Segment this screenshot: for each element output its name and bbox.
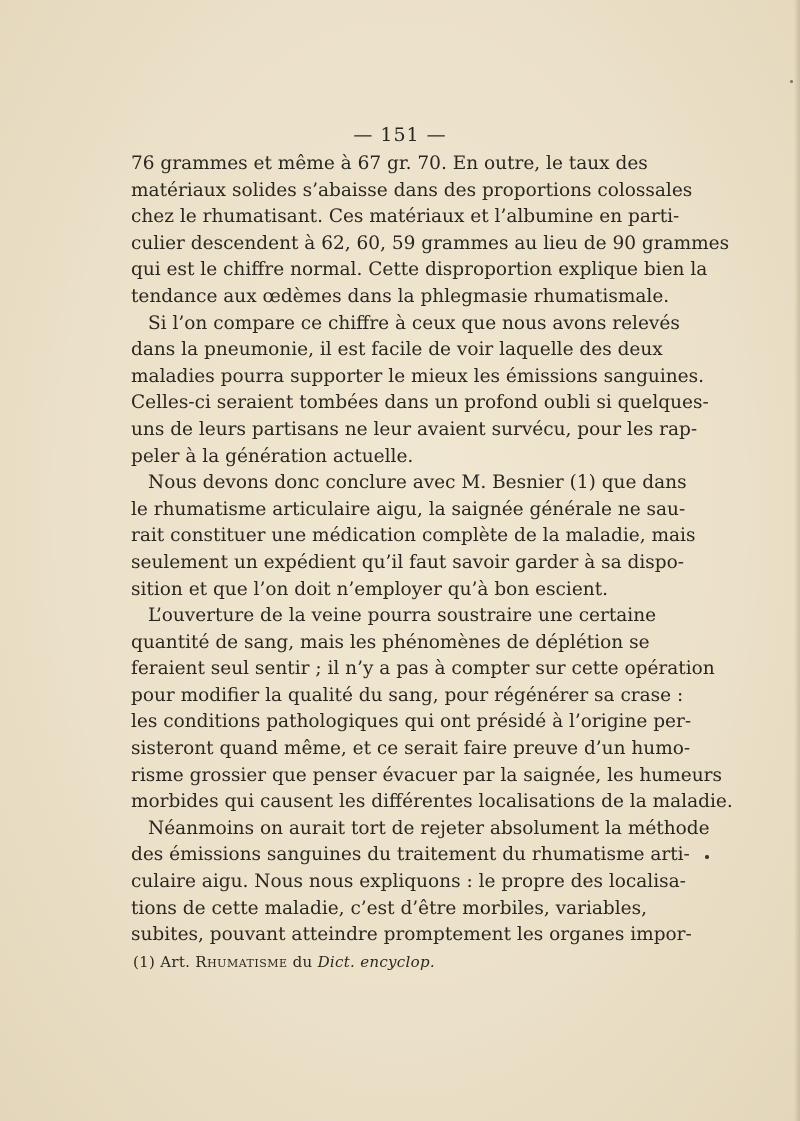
body-text	[131, 151, 733, 949]
footnote	[133, 953, 435, 971]
text-line: seulement un expédient qu’il faut savoir garder à sa dispo-	[131, 551, 685, 573]
text-line: uns de leurs partisans ne leur avaient survécu, pour les rap-	[131, 418, 698, 440]
text-line: des émissions sanguines du traitement du rhumatisme arti-	[131, 844, 690, 866]
text-line: 76 grammes et même à 67 gr. 70. En outre, le taux des	[131, 153, 648, 174]
footnote-middle: du	[292, 953, 313, 971]
text-line: pour modifier la qualité du sang, pour régénérer sa crase :	[131, 684, 684, 706]
text-line: Néanmoins on aurait tort de rejeter absolument la méthode	[148, 817, 710, 839]
text-line: culaire aigu. Nous nous expliquons : le propre des localisa-	[131, 871, 686, 893]
text-line: risme grossier que penser évacuer par la saignée, les humeurs	[131, 764, 722, 786]
footnote-work: Dict. encyclop.	[317, 953, 435, 971]
text-line: sition et que l’on doit n’employer qu’à bon escient.	[131, 578, 609, 600]
text-line: dans la pneumonie, il est facile de voir laquelle des deux	[131, 339, 663, 361]
page-number: — 151 —	[353, 124, 447, 146]
text-line: peler à la génération actuelle.	[131, 445, 414, 467]
paper-speck	[705, 855, 709, 859]
text-line: quantité de sang, mais les phénomènes de déplétion se	[131, 631, 650, 653]
text-line: qui est le chiffre normal. Cette disproportion explique bien la	[131, 259, 708, 281]
text-line: chez le rhumatisant. Ces matériaux et l’albumine en parti-	[131, 206, 680, 228]
text-line: culier descendent à 62, 60, 59 grammes au lieu de 90 grammes	[131, 232, 730, 254]
footnote-marker: (1) Art.	[133, 953, 191, 971]
text-line: tendance aux œdèmes dans la phlegmasie rhumatismale.	[131, 285, 670, 307]
text-line: Celles-ci seraient tombées dans un profond oubli si quelques-	[131, 392, 709, 414]
paper-speck	[790, 80, 793, 83]
text-line: feraient seul sentir ; il n’y a pas à compter sur cette opération	[131, 658, 715, 680]
text-line: maladies pourra supporter le mieux les émissions sanguines.	[131, 365, 704, 387]
text-line: tions de cette maladie, c’est d’être morbiles, variables,	[131, 897, 647, 919]
text-line: Nous devons donc conclure avec M. Besnier (1) que dans	[148, 472, 687, 494]
text-line: le rhumatisme articulaire aigu, la saignée générale ne sau-	[131, 498, 686, 520]
page-edge-shadow	[794, 0, 800, 1121]
text-line: L’ouverture de la veine pourra soustraire une certaine	[148, 605, 657, 627]
text-line: rait constituer une médication complète de la maladie, mais	[131, 525, 696, 547]
text-line: subites, pouvant atteindre promptement les organes impor-	[131, 924, 692, 946]
text-line: matériaux solides s’abaisse dans des proportions colossales	[131, 179, 693, 201]
footnote-article-title: Rhumatisme	[195, 953, 288, 971]
text-line: Si l’on compare ce chiffre à ceux que nous avons relevés	[148, 312, 680, 334]
text-line: morbides qui causent les différentes localisations de la maladie.	[131, 791, 733, 813]
text-line: sisteront quand même, et ce serait faire preuve d’un humo-	[131, 738, 691, 760]
text-line: les conditions pathologiques qui ont présidé à l’origine per-	[131, 711, 692, 733]
